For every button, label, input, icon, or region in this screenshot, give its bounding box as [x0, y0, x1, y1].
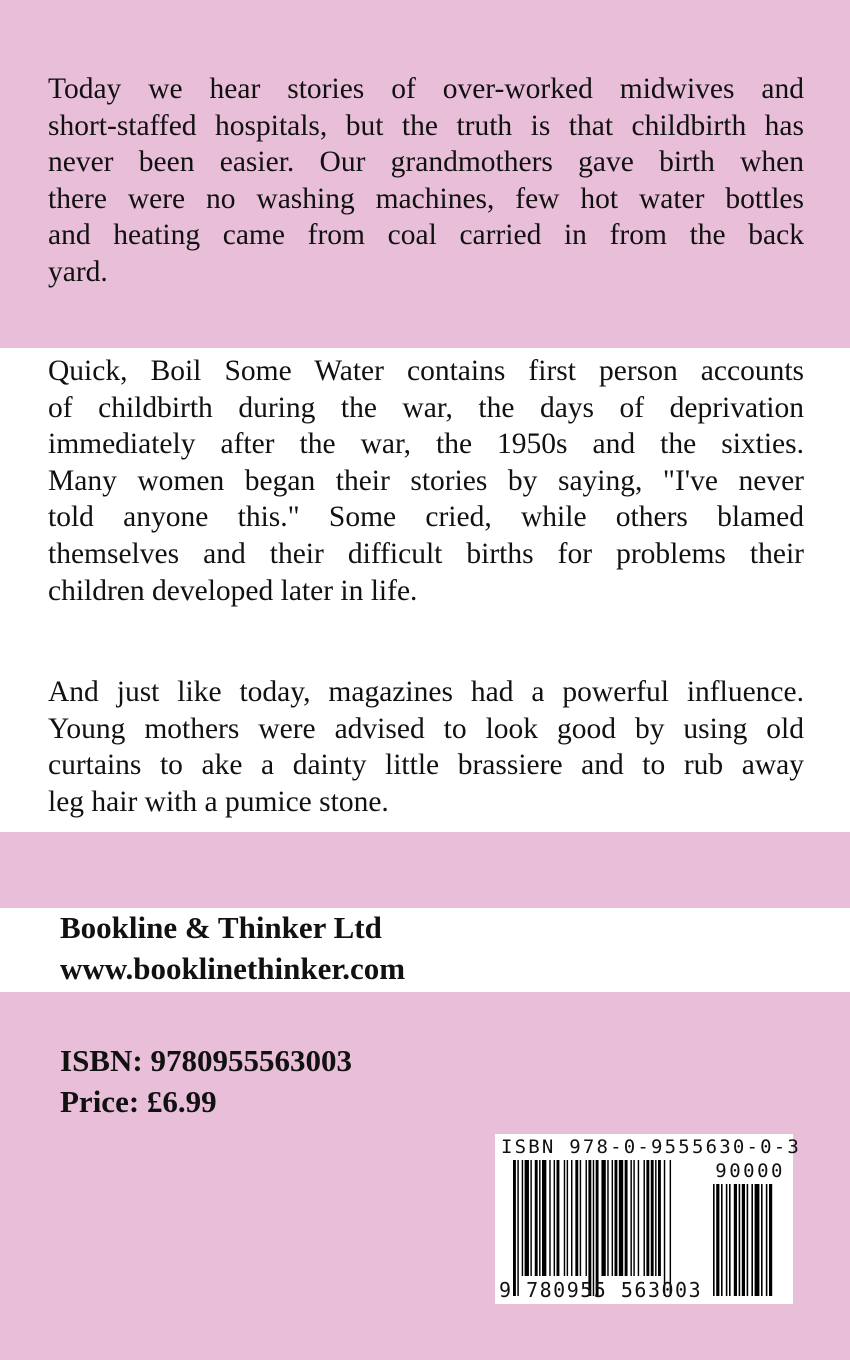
publisher-name: Bookline & Thinker Ltd: [60, 910, 382, 945]
barcode-bar: [575, 1160, 578, 1276]
blurb-line: children developed later in life.: [48, 574, 418, 607]
barcode-bar: [522, 1160, 523, 1276]
blurb-line: curtains to ake a dainty little brassiere and to rub away: [48, 749, 804, 782]
barcode-bar: [542, 1160, 546, 1276]
barcode-bar: [716, 1184, 719, 1296]
barcode-bar: [739, 1184, 741, 1296]
barcode-bar: [586, 1160, 587, 1276]
barcode-bar: [769, 1184, 772, 1296]
blurb-line: yard.: [48, 255, 108, 288]
isbn-label: ISBN: 9780955563003: [60, 1043, 352, 1078]
blurb-line: Many women began their stories by saying, "I've never: [48, 464, 804, 497]
barcode-bar: [726, 1184, 728, 1296]
barcode-bar: [593, 1160, 594, 1296]
product-info-block: [60, 1040, 352, 1122]
barcode-bar: [658, 1160, 661, 1276]
blurb-line: And just like today, magazines had a powerful influence.: [48, 676, 804, 708]
barcode-bar: [646, 1160, 649, 1276]
barcode-bar: [644, 1160, 645, 1276]
blurb-line: and heating came from coal carried in from the back: [48, 219, 804, 252]
barcode-bar: [747, 1184, 749, 1296]
barcode-bar: [549, 1160, 550, 1276]
blurb-line: never been easier. Our grandmothers gave birth when: [48, 146, 804, 179]
barcode-bar: [655, 1160, 656, 1276]
barcode-bar: [517, 1160, 518, 1296]
barcode-bar: [664, 1160, 665, 1296]
blurb-paragraph-3: [48, 674, 804, 820]
barcode-bar: [557, 1160, 560, 1276]
blurb-line: immediately after the war, the 1950s and the sixties.: [48, 428, 804, 461]
barcode-bar: [751, 1184, 753, 1296]
barcode-bar: [564, 1160, 565, 1276]
barcode-bar: [729, 1184, 731, 1296]
barcode-addon-digits: 90000: [715, 1160, 785, 1182]
barcode-bar: [601, 1160, 605, 1276]
barcode-bar: [630, 1160, 631, 1276]
barcode-bar: [607, 1160, 608, 1276]
publisher-website: www.booklinethinker.com: [60, 951, 406, 986]
barcode-bar: [612, 1160, 613, 1276]
blurb-line: Today we hear stories of over-worked midwives and: [48, 73, 804, 105]
blurb-line: leg hair with a pumice stone.: [48, 785, 389, 818]
barcode-bar: [638, 1160, 639, 1276]
blurb-line: there were no washing machines, few hot water bottles: [48, 182, 804, 215]
barcode-isbn-text: ISBN 978-0-9555630-0-3: [501, 1136, 802, 1158]
barcode-bar: [713, 1184, 715, 1296]
barcode-bar: [580, 1160, 581, 1276]
mid-pink-band: [0, 832, 850, 908]
barcode-bar: [651, 1160, 654, 1276]
barcode-bar: [755, 1184, 760, 1296]
blurb-line: told anyone this." Some cried, while others blamed: [48, 501, 804, 534]
price-label: Price: £6.99: [60, 1084, 217, 1119]
barcode-bar: [539, 1160, 540, 1276]
barcode-bar: [670, 1160, 671, 1296]
blurb-line: Young mothers were advised to look good by using old: [48, 712, 804, 745]
barcode-bar: [513, 1160, 516, 1296]
publisher-block: [60, 907, 405, 989]
blurb-line: short-staffed hospitals, but the truth is that childbirth has: [48, 109, 804, 142]
blurb-line: themselves and their difficult births for problems their: [48, 537, 804, 570]
barcode-bar: [766, 1184, 768, 1296]
barcode-bar: [530, 1160, 531, 1276]
blurb-paragraph-1: [48, 71, 804, 291]
barcode-bar: [625, 1160, 628, 1276]
barcode-bar: [742, 1184, 745, 1296]
barcode-bar: [554, 1160, 555, 1276]
barcode-bar: [721, 1184, 723, 1296]
barcode-bar: [525, 1160, 529, 1276]
barcode-bar: [734, 1184, 737, 1296]
barcode-bar: [596, 1160, 599, 1296]
blurb-line: Quick, Boil Some Water contains first person accounts: [48, 355, 804, 387]
barcode-bar: [633, 1160, 634, 1276]
blurb-paragraph-2: [48, 353, 804, 609]
barcode-bar: [761, 1184, 763, 1296]
barcode-bar: [571, 1160, 572, 1276]
barcode: [495, 1134, 802, 1304]
barcode-bar: [535, 1160, 538, 1276]
barcode-bar: [567, 1160, 568, 1276]
barcode-bar: [615, 1160, 618, 1276]
barcode-bar: [619, 1160, 623, 1276]
barcode-bar: [588, 1160, 591, 1296]
blurb-line: of childbirth during the war, the days of deprivation: [48, 391, 804, 424]
barcode-digits: 9 780955 563003: [499, 1278, 703, 1302]
